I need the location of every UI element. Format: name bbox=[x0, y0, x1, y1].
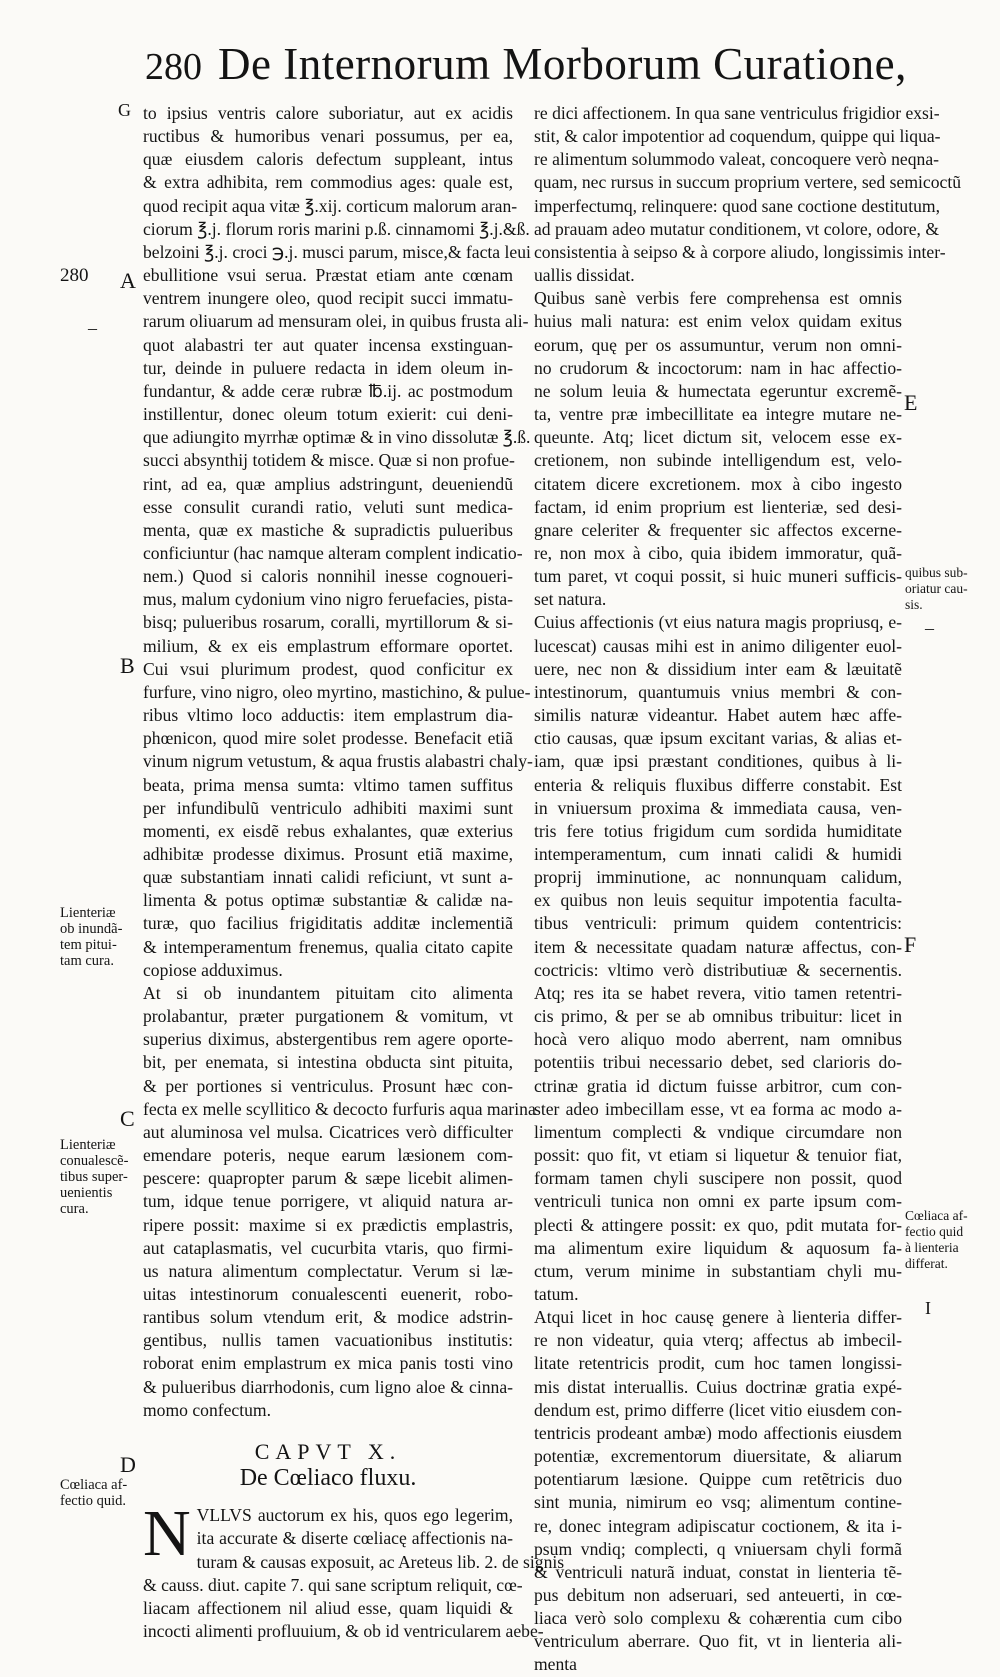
chapter-heading: CAPVT X. bbox=[254, 1438, 402, 1464]
text-line: liaca verò solo complexu & cohærentia cum cibo bbox=[534, 1608, 902, 1629]
text-line: ripere possit: maxime si ex prædictis emplastris, bbox=[143, 1214, 513, 1235]
margin-note-lienteriae-pituita bbox=[60, 905, 122, 969]
text-line: ctio causas, quæ ipsum excitant varias, & alias et- bbox=[534, 728, 902, 749]
text-line: emendare poteris, neque earum læsionem com- bbox=[143, 1145, 513, 1166]
text-line: & per portiones si ventriculus. Prosunt hæc con- bbox=[143, 1075, 513, 1096]
text-line: re dici affectionem. In qua sane ventriculus frigidior exsi- bbox=[534, 103, 940, 123]
text-line: tur, deinde in puluere redacta in idem oleum in- bbox=[143, 357, 513, 378]
text-line: potentiis tribui necessario debet, sed clarioris do- bbox=[534, 1052, 902, 1073]
text-line: succi absynthij totidem & misce. Quæ si non profue- bbox=[143, 450, 515, 471]
text-line: fecta ex melle scyllitico & decocto furfuris aqua marina bbox=[143, 1098, 536, 1119]
text-line: re, non mox à cibo, quia ibidem immoratur, quã- bbox=[534, 542, 902, 563]
margin-note-coeliaca-quid bbox=[60, 1477, 127, 1509]
text-line: milium, & ex eis emplastrum efformare oportet. bbox=[143, 635, 513, 656]
section-letter-c: C bbox=[120, 1106, 135, 1131]
text-line: superius diximus, abstergentibus rem agere oporte- bbox=[143, 1029, 513, 1050]
text-line: copiose adduximus. bbox=[143, 959, 283, 980]
text-line: mis distat interuallis. Cuius doctrinæ gratia expé- bbox=[534, 1376, 902, 1397]
text-line: que adiungito myrrhæ optimæ & in vino dissolutæ ℥.ß. bbox=[143, 427, 531, 448]
text-line: fectio quid. bbox=[60, 1493, 127, 1509]
text-line: pus debitum non adseruari, sed anteuerti, in cœ- bbox=[534, 1585, 902, 1605]
text-line: tam cura. bbox=[60, 953, 114, 969]
text-line: Cuius affectionis (vt eius natura magis propriusq, e- bbox=[534, 612, 902, 633]
text-line: iam, quæ ipsi præstant conditiones, quibus à li- bbox=[534, 751, 902, 772]
text-line: quæ substantiam innati calidi reficiunt, vt sunt a- bbox=[143, 867, 513, 888]
text-line: beata, prima mensa sumta: vltimo tamen suffitus bbox=[143, 774, 513, 795]
text-line: sis. bbox=[905, 597, 923, 612]
left-paragraph-1 bbox=[143, 102, 533, 982]
text-line: tum, idque tenue porrigere, vt aliquid natura ar- bbox=[143, 1191, 513, 1212]
text-line: adhibitæ prodesse diximus. Prosunt etiã maxime, bbox=[143, 844, 513, 864]
text-line: quod recipit aqua vitæ ℥.xij. corticum malorum aran- bbox=[143, 195, 518, 216]
text-line: psum vndiq; complecti, q vniuersam chyli formã bbox=[534, 1538, 902, 1559]
text-line: litate retentricis prodit, cum hoc tamen longissi- bbox=[534, 1353, 902, 1374]
text-line: tem pitui- bbox=[60, 937, 117, 953]
text-line: ne solum leuia & humectata egeruntur excremẽ- bbox=[534, 380, 902, 401]
text-line: ctrinæ gratia id dictum fuisse arbitror, cum con- bbox=[534, 1075, 902, 1096]
text-line: cis primo, & per se ab omnibus tribuitur: licet in bbox=[534, 1006, 902, 1027]
text-line: coctricis: vltimo verò distributiuæ & secernentis. bbox=[534, 959, 902, 980]
text-line: huius mali natura: est enim velox quidam exitus bbox=[534, 311, 902, 332]
text-line: menta, quæ ex mastiche & supradictis pulueribus bbox=[143, 519, 513, 540]
text-line: menta bbox=[534, 1654, 577, 1675]
text-line: uenientis bbox=[60, 1185, 113, 1201]
text-line: us natura alimentum complectatur. Verum si læ- bbox=[143, 1260, 513, 1281]
left-paragraph-3 bbox=[143, 1497, 565, 1643]
text-line: quibus sub- bbox=[905, 565, 968, 580]
text-line: queunte. Atq; licet dictum sit, velocem esse ex- bbox=[534, 427, 902, 448]
text-line: ventriculum aberrare. Quo fit, vt in lienteria ali- bbox=[534, 1631, 902, 1652]
running-title: De Internorum Morborum Curatione, bbox=[218, 39, 907, 89]
text-line: Atq; res ita se habet revera, vitio tamen retentri- bbox=[534, 982, 902, 1003]
text-line: sint munia, nimirum eo vsq; alimentum contine- bbox=[534, 1492, 902, 1513]
text-line: formam tamen chyli suscipere non possit, quod bbox=[534, 1168, 902, 1189]
section-letter-b: B bbox=[120, 653, 135, 678]
text-line: rantibus solum vtendum erit, & modice adstrin- bbox=[143, 1307, 513, 1328]
drop-cap: N bbox=[143, 1497, 191, 1571]
text-line: gnare celeriter & frequenter sic affectos excerne- bbox=[534, 519, 902, 540]
text-line: Lienteriæ bbox=[60, 905, 116, 921]
text-line: mus, malum cydonium vino nigro feruefacies, pista- bbox=[143, 589, 513, 610]
section-letter-i: I bbox=[925, 1298, 931, 1318]
text-line: incocti alimenti profluuium, & ob id ventricularem aebe- bbox=[143, 1621, 544, 1641]
text-line: intemperamentum, cum innati calidi & humidi bbox=[534, 844, 902, 864]
text-line: re, donec integram adipiscatur coctionem, & ita i- bbox=[534, 1515, 902, 1536]
text-line: pescere: quapropter parum & sæpe licebit alimen- bbox=[143, 1168, 513, 1189]
text-line: nem.) Quod si caloris nonnihil inesse cognoueri- bbox=[143, 566, 513, 587]
text-line: ta, ventre præ imbecillitate ea integre mutare ne- bbox=[534, 404, 902, 425]
margin-note-quibus-suboriatur bbox=[905, 565, 968, 613]
text-line: re alimentum solummodo valeat, concoquere verò neqna- bbox=[534, 149, 939, 170]
text-line: quæ eiusdem caloris defectum suppleant, intus bbox=[143, 149, 513, 170]
text-line: quot alabastri ter aut quater incensa exstinguan- bbox=[143, 334, 513, 355]
section-letter-e: E bbox=[904, 390, 918, 415]
text-line: ster adeo imbecillam esse, vt ea forma ac modo a- bbox=[534, 1098, 902, 1119]
text-line: possit: quo fit, vt etiam si liquetur & tenuior fiat, bbox=[534, 1145, 902, 1166]
text-line: rint, ad ea, quæ amplius adstringunt, deueniendũ bbox=[143, 473, 513, 494]
text-line: bit, per enemata, si intestina obducta sint pituita, bbox=[143, 1052, 513, 1073]
text-line: ructibus & humoribus venari possumus, per ea, bbox=[143, 126, 513, 147]
text-line: enteria & reliquis fluxibus differre constabit. Est bbox=[534, 774, 902, 795]
right-paragraph-1 bbox=[534, 102, 962, 287]
text-line: Cœliaca af- bbox=[905, 1208, 968, 1223]
text-line: bisq; pulueribus rosarum, coralli, myrtillorum & si- bbox=[143, 612, 513, 633]
text-line: quam, nec rursus in succum proprium vertere, sed semicoctũ bbox=[534, 172, 962, 193]
text-line: fundantur, & adde ceræ rubræ ℔.ij. ac postmodum bbox=[143, 380, 513, 401]
right-paragraph-3 bbox=[534, 611, 902, 1306]
text-line: intestinorum, quantumuis vnius membri & con- bbox=[534, 681, 902, 702]
page-header bbox=[145, 38, 935, 100]
text-line: Lienteriæ bbox=[60, 1137, 116, 1153]
text-line: uallis dissidat. bbox=[534, 265, 635, 286]
text-line: ribus vltimo loco adductis: item emplastrum dia- bbox=[143, 705, 513, 726]
text-line: ex quibus non leuis sequitur impotentia faculta- bbox=[534, 890, 902, 911]
text-line: no crudorum & incoctorum: nam in hac affectio- bbox=[534, 357, 902, 378]
text-line: gentibus, nullis tamen vacuationibus institutis: bbox=[143, 1330, 513, 1351]
text-line: set natura. bbox=[534, 589, 607, 610]
text-line: vinum nigrum vetustum, & aqua frustis alabastri chaly- bbox=[143, 751, 533, 772]
margin-note-lienteriae-conualescentibus bbox=[60, 1137, 128, 1217]
text-line: proprij imminutione, ac nonnunquam calidum, bbox=[534, 867, 902, 888]
text-line: uitas intestinorum conualescenti euenerit, robo- bbox=[143, 1283, 513, 1304]
text-line: prolabantur, præter purgationem & vomitum, vt bbox=[143, 1006, 513, 1027]
text-line: Cœliaca af- bbox=[60, 1477, 128, 1493]
text-line: Cui vsui plurimum prodest, quod conficitur ex bbox=[143, 658, 513, 679]
text-line: momo confectum. bbox=[143, 1399, 272, 1420]
text-line: ciorum ℥.j. florum roris marini p.ß. cinnamomi ℥.j.&ß. bbox=[143, 218, 530, 239]
text-line: eorum, quę per os assumuntur, verum non omni- bbox=[534, 334, 902, 355]
text-line: cura. bbox=[60, 1201, 89, 1217]
text-line: lucescat) causas mihi est in animo diligenter euol- bbox=[534, 635, 902, 656]
section-heading: De Cœliaco fluxu. bbox=[239, 1465, 417, 1492]
margin-note-coeliaca-differat bbox=[905, 1208, 968, 1272]
text-line: tris fere totius frigidum cum sordida humiditate bbox=[534, 820, 902, 841]
text-line: tum paret, vt coqui possit, si huic muneri sufficis- bbox=[534, 566, 902, 587]
margin-dash-left: – bbox=[88, 318, 97, 338]
page-number: 280 bbox=[145, 46, 202, 88]
right-paragraph-4 bbox=[534, 1306, 902, 1677]
text-line: instillentur, donec oleum totum exierit: cui deni- bbox=[143, 404, 513, 425]
text-line: citatem dicere excretionem. mox à cibo ingesto bbox=[534, 473, 902, 494]
text-line: conficiuntur (hac namque alteram complent indicatio- bbox=[143, 542, 523, 563]
text-line: conualescẽ- bbox=[60, 1153, 129, 1169]
left-paragraph-2 bbox=[143, 982, 536, 1422]
margin-dash-right: – bbox=[925, 618, 934, 638]
text-line: ctum, verum minime in substantiam chyli mu- bbox=[534, 1260, 902, 1281]
text-line: furfure, vino nigro, oleo myrtino, mastichino, & pulue- bbox=[143, 681, 531, 702]
text-line: à lienteria bbox=[905, 1240, 959, 1255]
text-line: cretionem, non subinde intelligendum est, velo- bbox=[534, 450, 902, 471]
text-line: turam & causas exposuit, ac Areteus lib. 2. de signis bbox=[196, 1551, 565, 1572]
section-letter-a: A bbox=[120, 268, 136, 293]
text-line: ventrem inungere oleo, quod recipit succi immatu- bbox=[143, 288, 513, 309]
section-letter-g: G bbox=[118, 100, 131, 120]
text-line: tentricis prodeant ambæ) modo affectionis eiusdem bbox=[534, 1422, 902, 1443]
text-line: per infundibulũ ventriculo adhibiti maximi sunt bbox=[143, 797, 513, 818]
text-line: imperfectumq, relinquere: quod sane coctione destitutum, bbox=[534, 195, 940, 216]
text-line: roborat enim emplastrum ex mica panis tosti vino bbox=[143, 1353, 513, 1374]
text-line: aut cataplasmatis, vel cucurbita vtaris, quo firmi- bbox=[143, 1237, 513, 1258]
margin-line-number: 280 bbox=[60, 265, 89, 286]
text-line: liacam affectionem nil aliud esse, quam liquidi & bbox=[143, 1597, 513, 1618]
text-line: tibus ventriculi: primum quidem contentricis: bbox=[534, 913, 902, 934]
text-line: re non videatur, quia vterq; affectus ab imbecil- bbox=[534, 1330, 902, 1351]
section-letter-d: D bbox=[120, 1452, 136, 1477]
text-line: potentiæ, excrementorum diuersitate, & aliarum bbox=[534, 1446, 902, 1467]
text-line: & pulueribus diarrhodonis, cum ligno aloe & cinna- bbox=[143, 1376, 513, 1397]
text-line: oriatur cau- bbox=[905, 581, 968, 596]
right-paragraph-2 bbox=[534, 287, 902, 611]
text-line: limentum complecti & vndique circumdare non bbox=[534, 1121, 902, 1142]
text-line: in vniuersum proxima & immediata causa, ven- bbox=[534, 797, 902, 818]
text-line: potentiarum læsione. Quippe cum retẽtricis duo bbox=[534, 1469, 902, 1490]
text-line: aut aluminosa vel mulsa. Cicatrices verò difficulter bbox=[143, 1121, 513, 1142]
text-line: phœnicon, quod mire solet prodesse. Benefacit etiã bbox=[143, 728, 513, 749]
text-line: consistentia à seipso & à corpore aliudo, longissimis inter- bbox=[534, 241, 946, 262]
text-line: & intemperamentum frenemus, qualia citato capite bbox=[143, 936, 513, 957]
text-line: & ventriculi naturã induat, constat in lienteria tẽ- bbox=[534, 1561, 902, 1582]
text-line: belzoini ℥.j. croci ℈.j. musci parum, misce,& facta leui bbox=[143, 241, 531, 262]
text-line: & causs. diut. capite 7. qui sane scriptum reliquit, cœ- bbox=[143, 1574, 523, 1595]
text-line: stit, & calor impotentior ad coquendum, quippe qui liqua- bbox=[534, 126, 941, 147]
text-line: ebullitione vsui serua. Præstat etiam ante cœnam bbox=[143, 265, 513, 286]
text-line: ma alimentum exire liquidum & aquosum fa- bbox=[534, 1237, 902, 1258]
text-line: & extra adhibita, rem commodius ages: quale est, bbox=[143, 172, 513, 193]
text-line: plecti & attingere possit: ex quo, pdit mutata for- bbox=[534, 1214, 902, 1235]
text-line: fectio quid bbox=[905, 1224, 964, 1239]
text-line: ventriculi tunica non omni ex parte ipsum com- bbox=[534, 1191, 902, 1212]
text-line: limenta & potus optimæ substantiæ & calidæ na- bbox=[143, 890, 513, 911]
text-line: momenti, ex eisdẽ rebus exhalantes, quæ exterius bbox=[143, 820, 513, 841]
text-line: similis naturæ videantur. Habet autem hæc affe- bbox=[534, 705, 902, 726]
text-line: item & necessitate quadam naturæ affectus, con- bbox=[534, 936, 902, 957]
text-line: tibus super- bbox=[60, 1169, 128, 1185]
text-line: ob inundã- bbox=[60, 921, 123, 937]
text-line: turæ, quo facilius frigiditatis additæ inclementiã bbox=[143, 913, 513, 934]
text-line: esse consulit curandi ratio, veluti sunt medica- bbox=[143, 496, 513, 517]
text-line: uere, nec non & dissidium inter eam & læuitatẽ bbox=[534, 658, 902, 679]
text-line: ita accurate & diserte cœliacę affectionis na- bbox=[196, 1528, 513, 1549]
text-line: dendum est, primo differre (licet vitio eiusdem con- bbox=[534, 1399, 902, 1420]
text-line: to ipsius ventris calore suboriatur, aut ex acidis bbox=[143, 103, 513, 123]
text-line: Quibus sanè verbis fere comprehensa est omnis bbox=[534, 288, 902, 309]
text-line: Atqui licet in hoc causę genere à lienteria differ- bbox=[534, 1307, 902, 1328]
text-line: VLLVS auctorum ex his, quos ego legerim, bbox=[196, 1505, 513, 1526]
section-letter-f: F bbox=[904, 932, 917, 957]
text-line: factam, id enim proprium est lienteriæ, sed desi- bbox=[534, 496, 902, 517]
text-line: ad prauam adeo mutatur conditionem, vt colore, odore, & bbox=[534, 218, 940, 239]
text-line: differat. bbox=[905, 1256, 948, 1271]
text-line: At si ob inundantem pituitam cito alimenta bbox=[143, 982, 513, 1003]
text-line: tatum. bbox=[534, 1283, 579, 1304]
text-line: rarum oliuarum ad mensuram olei, in quibus frusta ali- bbox=[143, 311, 529, 332]
text-line: hocà vero aliquo modo aberrent, nam omnibus bbox=[534, 1029, 902, 1050]
